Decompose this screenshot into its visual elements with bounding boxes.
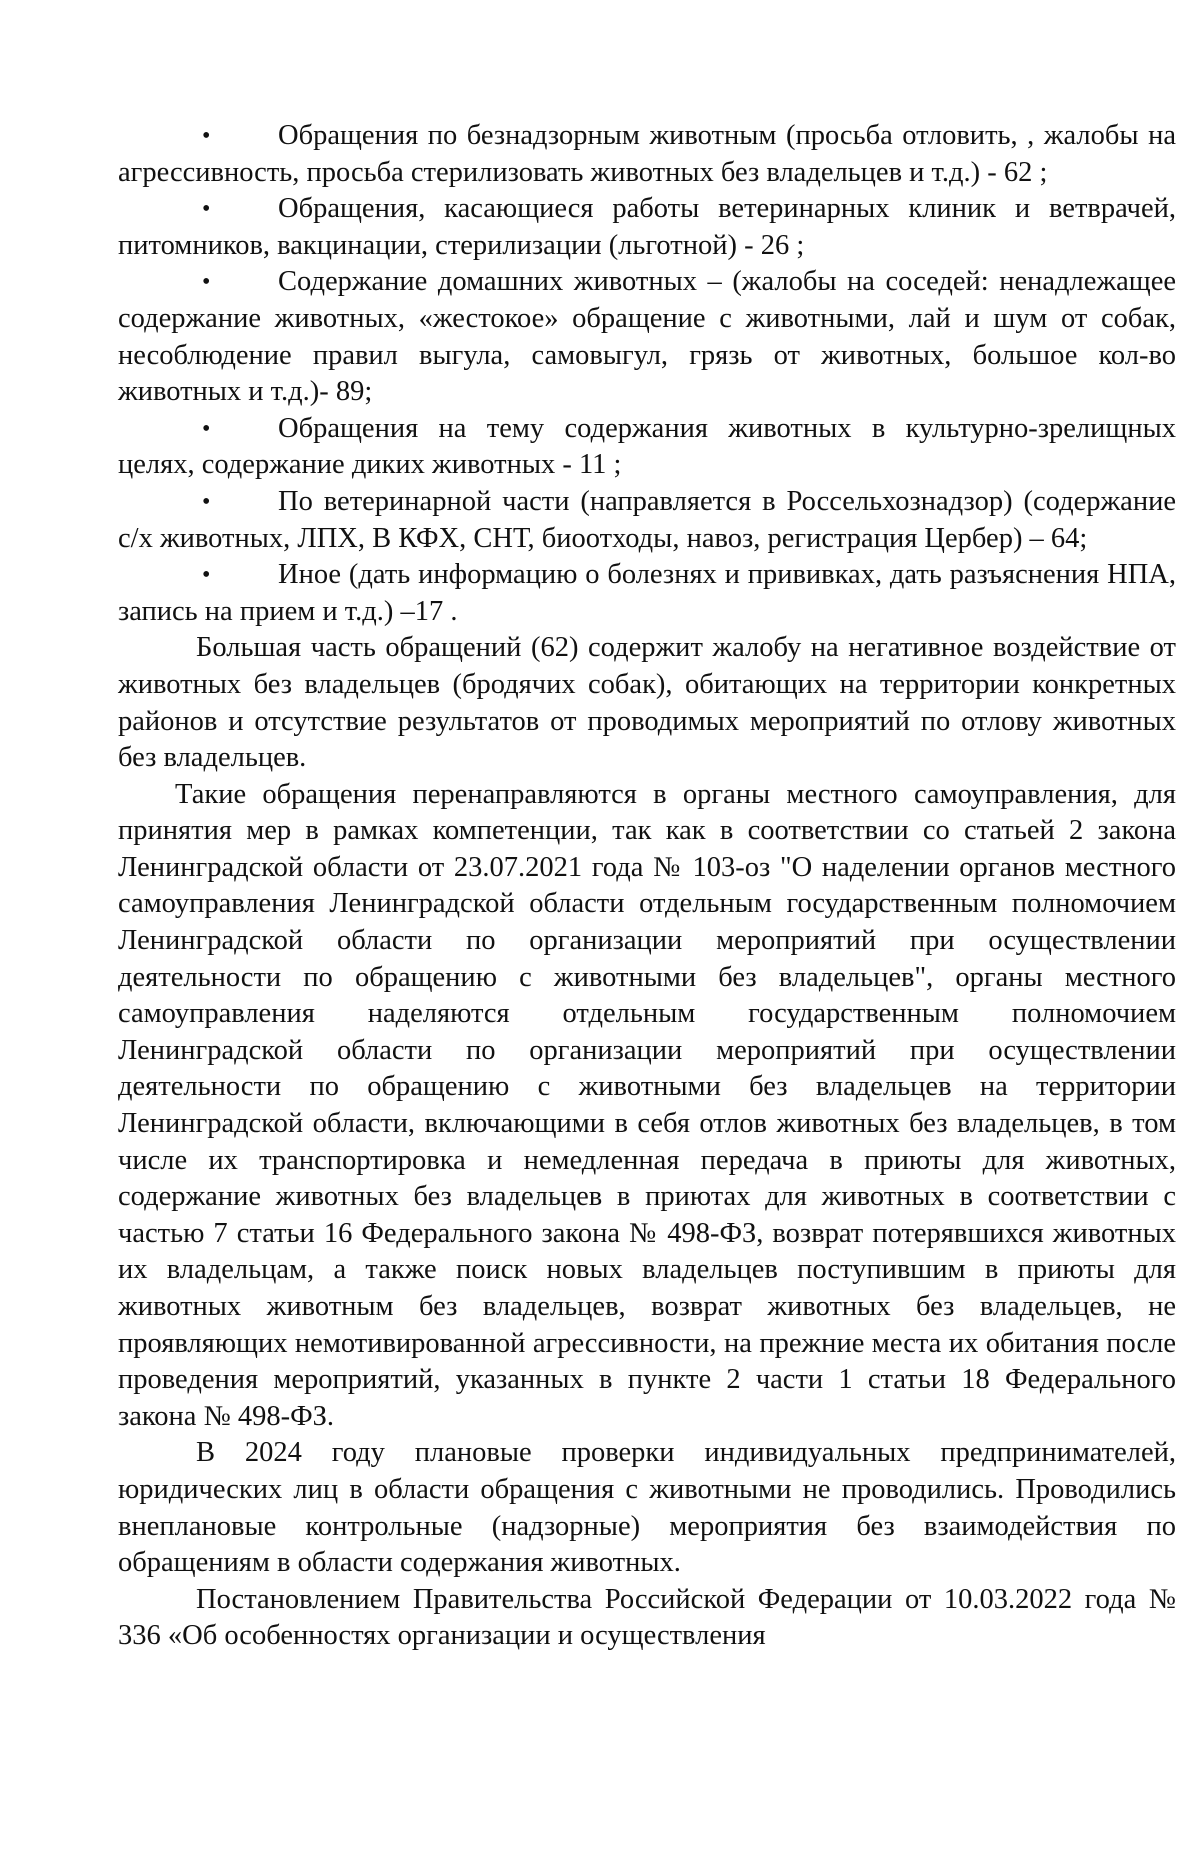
paragraph-inspections: В 2024 году плановые проверки индивидуальных предпринимателей, юридических лиц в области обращения с животными не проводились. Проводились внеплановые контрольные (надзорные) мероприятия без взаимодействия по обращениям в области содержания животных. bbox=[118, 1437, 1176, 1579]
paragraph-resolution: Постановлением Правительства Российской Федерации от 10.03.2022 года № 336 «Об особенностях организации и осуществления bbox=[118, 1583, 1176, 1652]
list-item bbox=[118, 191, 1176, 264]
bullet-icon: • bbox=[202, 415, 211, 442]
list-item bbox=[118, 557, 1176, 630]
list-item-text: Иное (дать информацию о болезнях и прививках, дать разъяснения НПА, запись на прием и т.д.) –17 . bbox=[118, 559, 1176, 627]
list-item-text: Обращения, касающиеся работы ветеринарных клиник и ветврачей, питомников, вакцинации, стерилизации (льготной) - 26 ; bbox=[118, 193, 1176, 261]
list-item bbox=[118, 484, 1176, 557]
bullet-icon: • bbox=[202, 196, 211, 223]
list-item-text: По ветеринарной части (направляется в Россельхознадзор) (содержание с/х животных, ЛПХ, В КФХ, СНТ, биоотходы, навоз, регистрация Цербер) – 64; bbox=[118, 485, 1176, 554]
list-item-text: Обращения по безнадзорным животным (просьба отловить, , жалобы на агрессивность, просьба стерилизовать животных без владельцев и т.д.) - 62 ; bbox=[118, 120, 1176, 188]
paragraph-complaints-summary: Большая часть обращений (62) содержит жалобу на негативное воздействие от животных без владельцев (бродячих собак), обитающих на территории конкретных районов и отсутствие результатов от проводимых мероприятий по отлову животных без владельцев. bbox=[118, 632, 1176, 774]
list-item bbox=[118, 264, 1176, 410]
bullet-icon: • bbox=[202, 488, 211, 515]
list-item bbox=[118, 411, 1176, 484]
bullet-icon: • bbox=[202, 123, 211, 149]
list-item-text: Содержание домашних животных – (жалобы на соседей: ненадлежащее содержание животных, «жестокое» обращение с животными, лай и шум от собак, несоблюдение правил выгула, самовыгул, грязь от животных, большое кол-во животных и т.д.)- 89; bbox=[118, 266, 1176, 408]
list-item-text: Обращения на тему содержания животных в культурно-зрелищных целях, содержание диких животных - 11 ; bbox=[118, 412, 1176, 481]
bullet-icon: • bbox=[202, 269, 211, 296]
bullet-icon: • bbox=[202, 562, 211, 589]
paragraph-redirection: Такие обращения перенаправляются в органы местного самоуправления, для принятия мер в рамках компетенции, так как в соответствии со статьей 2 закона Ленинградской области от 23.07.2021 года № 103-оз "О наделении органов местного самоуправления Ленинградской области отдельным государственным полномочием Ленинградской области по организации мероприятий при осуществлении деятельности по обращению с животными без владельцев", органы местного самоуправления наделяются отдельным государственным полномочием Ленинградской области по организации мероприятий при осуществлении деятельности по обращению с животными без владельцев на территории Ленинградской области, включающими в себя отлов животных без владельцев, в том числе их транспортировка и немедленная передача в приюты для животных, содержание животных без владельцев в приютах для животных в соответствии с частью 7 статьи 16 Федерального закона № 498-ФЗ, возврат потерявшихся животных их владельцам, а также поиск новых владельцев поступившим в приюты для животных животным без владельцев, возврат животных без владельцев, не проявляющих немотивированной агрессивности, на прежние места их обитания после проведения мероприятий, указанных в пункте 2 части 1 статьи 18 Федерального закона № 498-ФЗ. bbox=[118, 778, 1176, 1432]
list-item bbox=[118, 118, 1176, 191]
document-page bbox=[118, 118, 1176, 1655]
